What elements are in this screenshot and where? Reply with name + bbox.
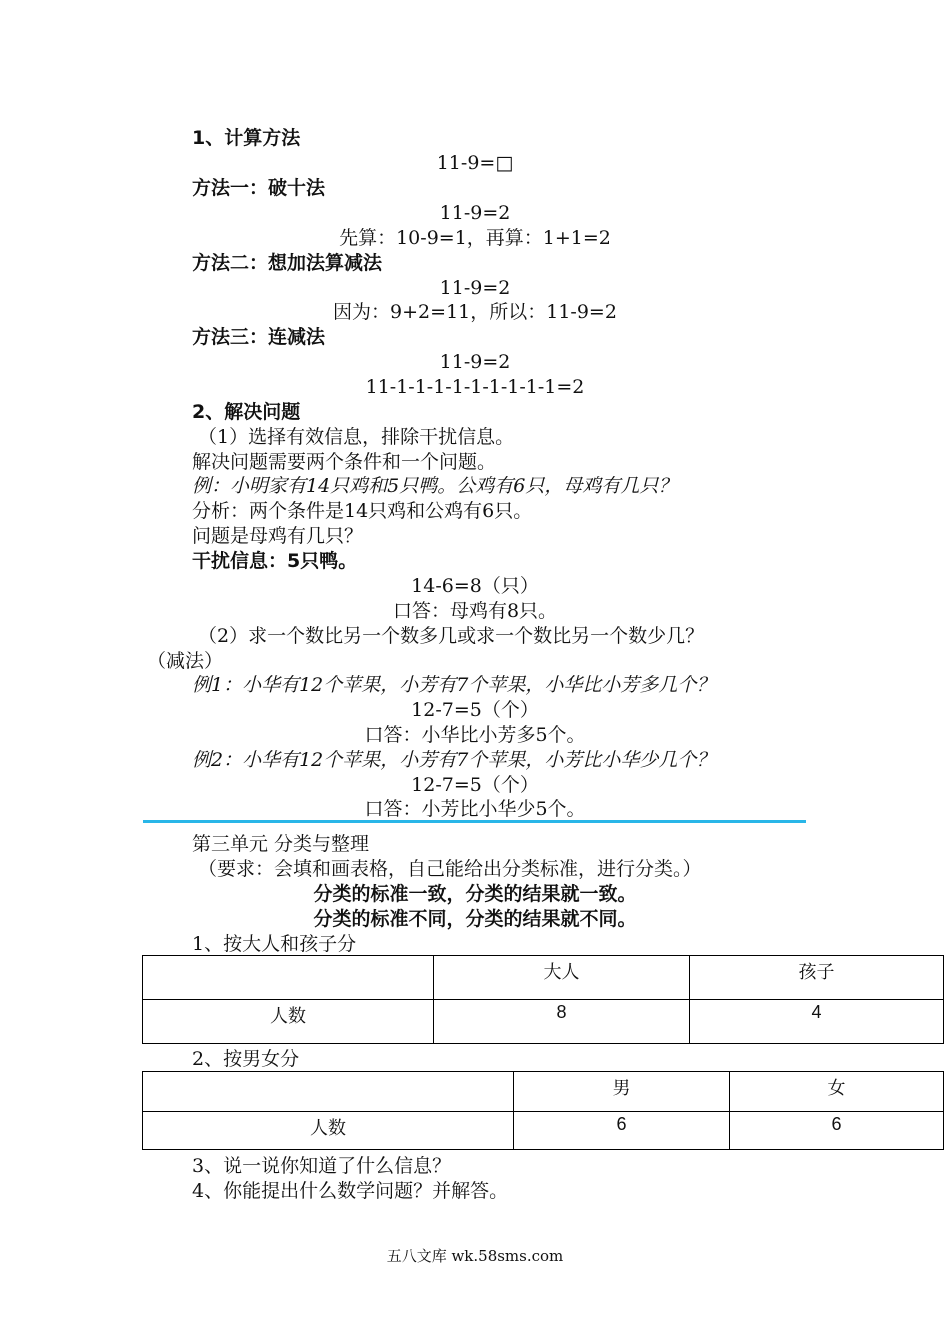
table-row-label: 人数 [143, 1000, 434, 1044]
section-2-equation-1: 12-7=5（个） [411, 699, 539, 721]
section-1-noise: 干扰信息：5只鸭。 [192, 550, 358, 572]
heading-solve-problems: 2、解决问题 [192, 401, 301, 423]
unit-3-item-4: 4、你能提出什么数学问题？并解答。 [192, 1180, 509, 1202]
table-header-adult: 大人 [434, 956, 690, 1000]
table-cell-female-count: 6 [730, 1112, 944, 1150]
section-2-answer-1: 口答：小华比小芳多5个。 [364, 724, 586, 746]
section-2-example-1: 例1：小华有12个苹果，小芳有7个苹果，小华比小芳多几个？ [192, 674, 716, 696]
unit-3-title: 第三单元 分类与整理 [192, 833, 370, 855]
unit-3-item-2: 2、按男女分 [192, 1048, 300, 1070]
section-1-example: 例：小明家有14只鸡和5只鸭。公鸡有6只，母鸡有几只？ [192, 475, 678, 497]
table-male-female [142, 1071, 944, 1150]
section-2-title: （2）求一个数比另一个数多几或求一个数比另一个数少几？ [198, 625, 705, 647]
table-cell-adult-count: 8 [434, 1000, 690, 1044]
method-2-equation: 11-9=2 [439, 277, 511, 299]
table-cell-male-count: 6 [514, 1112, 730, 1150]
heading-calc-methods: 1、计算方法 [192, 127, 301, 149]
method-1-desc: 先算：10-9=1，再算：1+1=2 [339, 227, 611, 249]
table-header-female: 女 [730, 1072, 944, 1112]
section-1-text: 解决问题需要两个条件和一个问题。 [192, 451, 497, 473]
method-2-desc: 因为：9+2=11，所以：11-9=2 [333, 301, 617, 323]
unit-3-rule-1: 分类的标准一致，分类的结果就一致。 [313, 883, 637, 905]
table-row-label: 人数 [143, 1112, 514, 1150]
section-1-equation: 14-6=8（只） [411, 575, 539, 597]
section-1-answer: 口答：母鸡有8只。 [392, 600, 558, 622]
section-1-question: 问题是母鸡有几只？ [192, 525, 364, 547]
section-2-equation-2: 12-7=5（个） [411, 774, 539, 796]
method-2-title: 方法二：想加法算减法 [192, 252, 383, 274]
method-3-equation: 11-9=2 [439, 351, 511, 373]
unit-3-item-1: 1、按大人和孩子分 [192, 933, 357, 955]
table-header-empty [143, 956, 434, 1000]
equation-blank: 11-9=□ [436, 152, 514, 174]
table-cell-child-count: 4 [690, 1000, 944, 1044]
unit-3-rule-2: 分类的标准不同，分类的结果就不同。 [313, 908, 637, 930]
section-2-title-cont: （减法） [147, 650, 224, 672]
table-header-empty [143, 1072, 514, 1112]
table-header-male: 男 [514, 1072, 730, 1112]
section-divider [143, 820, 806, 823]
unit-3-requirement: （要求：会填和画表格，自己能给出分类标准，进行分类。） [198, 858, 702, 880]
section-2-example-2: 例2：小华有12个苹果，小芳有7个苹果，小芳比小华少几个？ [192, 749, 716, 771]
unit-3-item-3: 3、说一说你知道了什么信息？ [192, 1155, 452, 1177]
method-1-title: 方法一：破十法 [192, 177, 326, 199]
method-3-title: 方法三：连减法 [192, 326, 326, 348]
table-adult-child [142, 955, 944, 1044]
table-header-child: 孩子 [690, 956, 944, 1000]
section-2-answer-2: 口答：小芳比小华少5个。 [364, 798, 586, 820]
section-1-analysis: 分析：两个条件是14只鸡和公鸡有6只。 [192, 500, 533, 522]
footer-watermark: 五八文库 wk.58sms.com [386, 1247, 564, 1265]
method-1-equation: 11-9=2 [439, 202, 511, 224]
section-1-title: （1）选择有效信息，排除干扰信息。 [198, 426, 515, 448]
method-3-desc: 11-1-1-1-1-1-1-1-1-1=2 [365, 376, 585, 398]
